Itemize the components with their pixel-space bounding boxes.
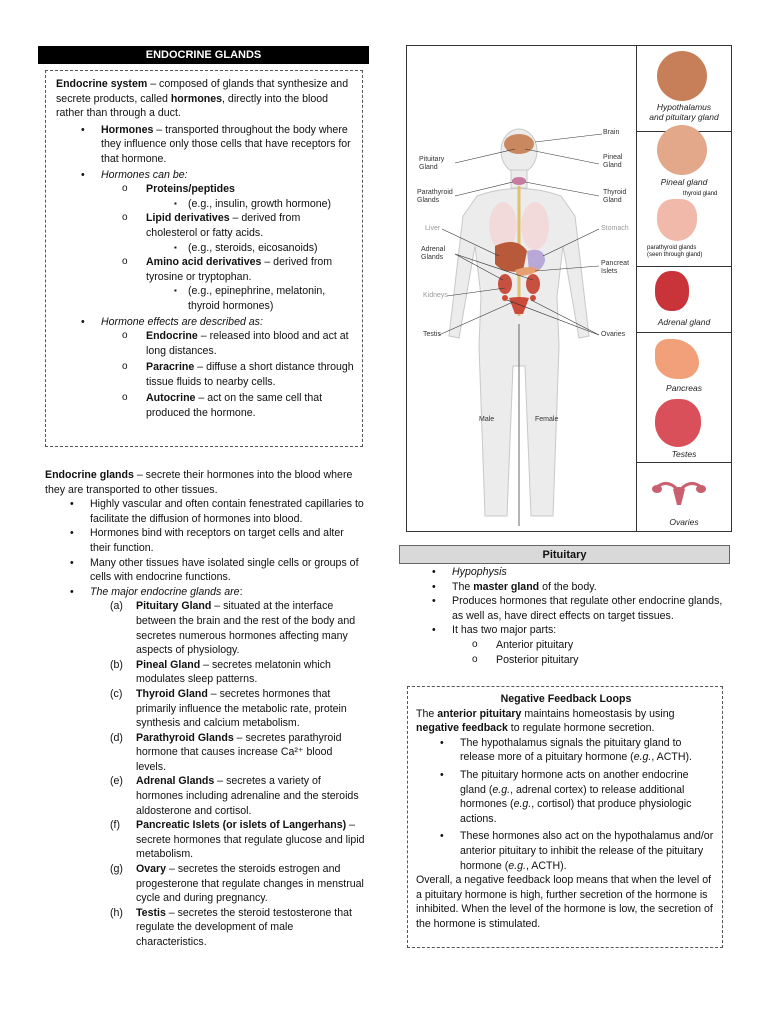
label-liver: Liver [425,225,441,232]
list-item: o Endocrine – released into blood and act at long distances. [122,330,349,357]
list-item: • The major endocrine glands are: [70,585,243,598]
thumb-caption: Testes [671,449,697,459]
list-item: ▪ (e.g., epinephrine, melatonin, thyroid hormones) [174,285,326,312]
thumb-hypothalamus [637,46,732,132]
label-stomach: Stomach [601,225,629,232]
list-item: o Paracrine – diffuse a short distance through tissue fluids to nearby cells. [122,361,354,388]
list-item: (f) Pancreatic Islets (or islets of Langerhans) – secrete hormones that regulate glucose and lipid metabolism. [110,819,365,861]
list-item: • Highly vascular and often contain fenestrated capillaries to facilitate the diffusion of hormones into blood. [70,498,364,525]
list-item: • Hormones bind with receptors on target cells and alter their function. [70,527,344,554]
endocrine-system-def: Endocrine system – composed of glands that synthesize and secrete products, called hormones, directly into the blood rather than through a duct. [56,78,349,120]
list-item: o Proteins/peptides [122,183,235,196]
thumb-caption: Pancreas [666,383,702,393]
thumb-parathyroid [637,191,732,267]
list-item: • Produces hormones that regulate other endocrine glands, as well as, have direct effects on target tissues. [432,595,723,622]
thumb-pineal [637,131,732,191]
adrenal-image [655,271,689,311]
label-kidneys: Kidneys [423,292,448,299]
list-item: • The hypothalamus signals the pituitary gland to release more of a pituitary hormone (e.g., ACTH). [440,736,692,764]
list-item: (a) Pituitary Gland – situated at the interface between the brain and the rest of the body and secretes numerous hormones affecting many aspects of physiology. [110,600,356,657]
pineal-image [657,125,707,175]
feedback-summary: Overall, a negative feedback loop means that when the level of a pituitary hormone is high, further secretion of the hormone is inhibited. When the level of the hormone is low, the secretion of the hormone is stimulated. [416,874,713,930]
list-item: (c) Thyroid Gland – secretes hormones that primarily influence the metabolic rate, protein synthesis and calcium metabolism. [110,687,347,730]
thumb-caption: Adrenal gland [657,317,711,327]
label-adrenal: Adrenal Glands [421,246,446,261]
list-item: • Hypophysis [432,566,507,578]
pituitary-section [432,565,732,667]
label-brain: Brain [603,129,620,136]
label-pineal: Pineal Gland [603,154,623,169]
feedback-intro: The anterior pituitary maintains homeostasis by using negative feedback to regulate hormone secretion. [416,707,675,735]
label-pancreatic: Pancreat Islets [601,260,630,275]
thumb-testes [637,395,732,463]
label-parathyroid: Parathyroid Glands [417,189,453,204]
list-item: o Lipid derivatives – derived from cholesterol or fatty acids. [122,212,301,239]
label-male: Male [479,416,495,423]
list-item: • Hormones can be: [81,168,188,181]
endocrine-glands-section [45,468,365,950]
label-female: Female [535,416,559,423]
hypothalamus-image [657,51,707,101]
thumb-caption: parathyroid glands (seen through gland) [647,245,703,258]
intro-box [45,70,363,447]
label-ovaries: Ovaries [601,331,626,338]
brain-shape [504,134,534,154]
thumb-ovaries [637,463,732,531]
list-item: • These hormones also act on the hypothalamus and/or anterior pituitary to inhibit the release of the pituitary hormone (e.g., ACTH). [440,830,714,872]
thumb-caption: Hypothalamus and pituitary gland [649,102,719,122]
list-item: (g) Ovary – secretes the steroids estrogen and progesterone that regulate changes in menstrual cycle and during pregnancy. [110,863,364,905]
section-title: ENDOCRINE GLANDS [38,46,369,64]
endocrine-figure [406,45,732,532]
feedback-title: Negative Feedback Loops [500,693,632,705]
pituitary-header: Pituitary [399,545,730,564]
list-item: (d) Parathyroid Glands – secretes parathyroid hormone that causes increase Ca²⁺ blood levels. [110,731,342,773]
list-item: (h) Testis – secretes the steroid testosterone that regulate the development of male characteristics. [110,906,352,948]
list-item: (e) Adrenal Glands – secretes a variety of hormones including adrenaline and the steroids aldosterone and cortisol. [110,775,359,817]
pancreas-image [655,339,699,379]
thyroid-image [657,199,697,241]
list-item: • The pituitary hormone acts on another endocrine gland (e.g., adrenal cortex) to release additional hormones (e.g., cortisol) that produce physiologic actions. [440,768,692,825]
list-item: o Autocrine – act on the same cell that produced the hormone. [122,392,323,420]
ovaries-image [651,477,707,509]
list-item: o Posterior pituitary [472,653,579,666]
list-item: o Amino acid derivatives – derived from tyrosine or tryptophan. [122,256,333,283]
thumb-caption: Pineal gland [660,177,708,187]
body-diagram-image [407,46,637,531]
list-item: ▪ (e.g., steroids, eicosanoids) [174,241,318,254]
thumb-caption: Ovaries [669,517,699,527]
negative-feedback-box [407,686,723,948]
thumb-small-caption: thyroid gland [683,191,718,197]
list-item: (b) Pineal Gland – secretes melatonin which modulates sleep patterns. [110,658,331,686]
label-thyroid: Thyroid Gland [603,189,627,204]
list-item: • Many other tissues have isolated single cells or groups of cells with endocrine functions. [70,556,359,584]
list-item: • Hormones – transported throughout the body where they influence only those cells that have receptors for that hormone. [81,123,351,165]
list-item: o Anterior pituitary [472,638,574,651]
list-item: • The master gland of the body. [432,580,597,593]
testes-image [655,399,701,447]
list-item: • Hormone effects are described as: [81,315,263,328]
list-item: ▪ (e.g., insulin, growth hormone) [174,197,332,210]
list-item: • It has two major parts: [432,624,557,637]
gland-thumbnails [636,46,732,531]
label-pituitary: Pituitary Gland [419,156,445,171]
thumb-pancreas [637,333,732,395]
endocrine-glands-def: Endocrine glands – secrete their hormones into the blood where they are transported to other tissues. [45,469,353,496]
label-testis: Testis [423,331,441,338]
thumb-adrenal [637,267,732,333]
